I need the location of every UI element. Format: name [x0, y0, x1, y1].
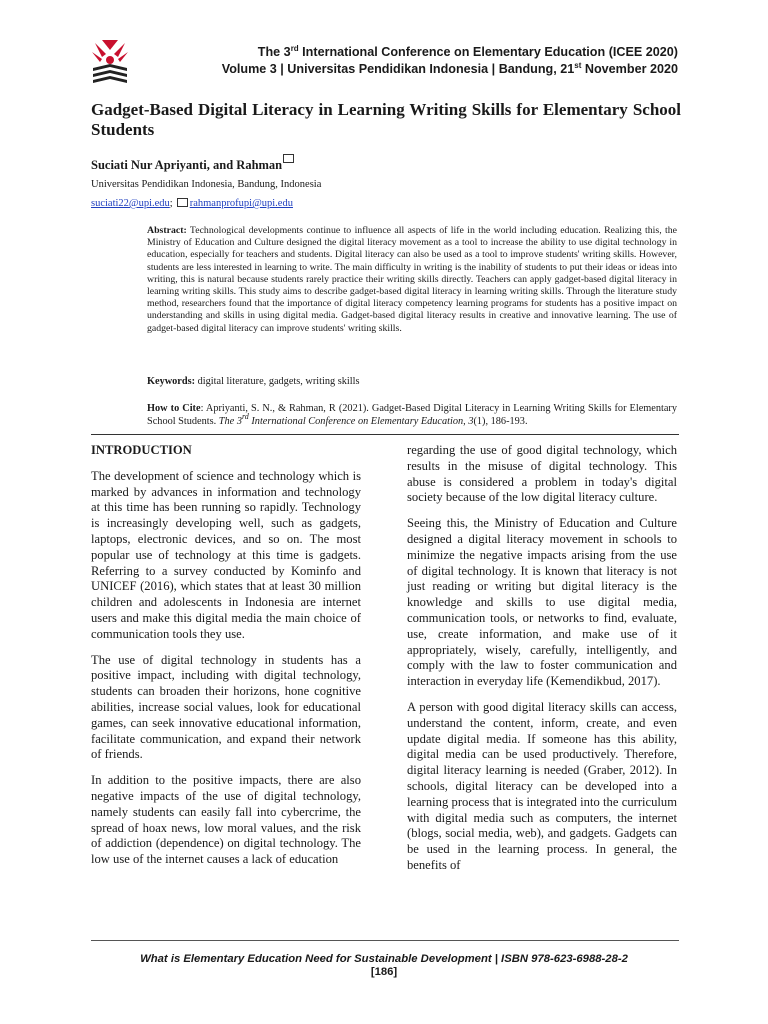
paragraph: The development of science and technology which is marked by advances in information and technology at this time has been running so rapidly. Technology is increasingly developing well, such as gadgets, laptops, electronic devices, and so on. The most popular use of technology at this time is gadgets. Referring to a survey conducted by Kominfo and UNICEF (2016), which states that at least 30 million children and adolescents in Indonesia are internet users and make this digital media the main choice of communication tools they use. — [91, 468, 361, 641]
left-column — [91, 443, 361, 878]
paper-title: Gadget-Based Digital Literacy in Learning Writing Skills for Elementary School Students — [91, 100, 681, 139]
conference-title: The 3rd International Conference on Elementary Education (ICEE 2020) — [257, 44, 678, 59]
conference-volume-line: Volume 3 | Universitas Pendidikan Indonesia | Bandung, 21st November 2020 — [221, 61, 678, 76]
page-number: [186] — [370, 966, 398, 978]
how-to-cite: How to Cite: Apriyanti, S. N., & Rahman, R (2021). Gadget-Based Digital Literacy in Learning Writing Skills for Elementary School Students. The 3rd International Conference on Elementary Education, 3(1), 186-193. — [147, 403, 677, 427]
paragraph: In addition to the positive impacts, there are also negative impacts of the use of digital technology, namely students can easily fall into cybercrime, the spread of hoax news, low moral values, and the risk of addiction (dependence) on digital technology. The low use of the internet causes a lack of education — [91, 773, 361, 867]
envelope-icon — [177, 198, 188, 207]
paragraph: Seeing this, the Ministry of Education and Culture designed a digital literacy movement in schools to minimize the negative impacts arising from the use of digital technology. It is known that literacy is not just reading or writing but digital literacy is the knowledge and skills to use digital media, communication tools, or networks to find, evaluate, use, create information, and make use of it appropriately, wisely, carefully, intelligently, and comply with the law to foster communication and interaction in everyday life (Kemendikbud, 2017). — [407, 516, 677, 689]
right-column — [407, 443, 677, 884]
paragraph: regarding the use of good digital technology, which results in the misuse of digital technology. This abuse is considered a problem in today's digital society because of the low digital literacy culture. — [407, 443, 677, 505]
affiliation: Universitas Pendidikan Indonesia, Bandung, Indonesia — [91, 179, 322, 190]
university-emblem-icon — [90, 38, 130, 84]
abstract: Abstract: Technological developments continue to influence all aspects of life in the world including education. Realizing this, the Ministry of Education and Culture designed the digital literacy movement as a tool to increase the ability to use digital technology in education, especially for teachers and students. Digital literacy can also be used as a tool to improve students' writing skills. However, students are less interested in learning to write. The main difficulty in writing is the inability of students to put their ideas or ideas into writing, this is natural because students rarely practice their writing skills directly. Teachers can apply gadget-based digital literacy in learning writing skills. This study aims to describe gadget-based digital literacy in learning writing skills. Through the literature study method, researchers found that the importance of digital literacy competency learning programs for students has a positive impact on understanding and skills in using digital media. Gadget-based digital literacy results in creative and innovative learning. The use of gadget-based digital literacy can improve students' writing skills. — [147, 225, 677, 334]
email-link-2[interactable]: rahmanprofupi@upi.edu — [189, 198, 293, 209]
keywords: Keywords: digital literature, gadgets, writing skills — [147, 376, 360, 387]
corresponding-author-envelope-icon — [283, 154, 294, 163]
email-link-1[interactable]: suciati22@upi.edu — [91, 198, 170, 209]
paragraph: A person with good digital literacy skills can access, understand the content, inform, create, and even update digital media. If someone has this ability, digital media can be used productively. Therefore, digital literacy learning is needed (Graber, 2012). In schools, digital literacy can be developed into a learning process that is integrated into the curriculum with digital media such as computers, the internet (blogs, social media, web), and gadgets. Gadgets can be used in the learning process. In general, the benefits of — [407, 699, 677, 872]
footer-text: What is Elementary Education Need for Sustainable Development | ISBN 978-623-6988-28-2 — [140, 953, 628, 965]
section-heading: INTRODUCTION — [91, 443, 192, 457]
section-divider — [91, 434, 679, 435]
author-list: Suciati Nur Apriyanti, and Rahman — [91, 154, 294, 173]
paragraph: The use of digital technology in students has a positive impact, including with digital technology, students can broaden their horizons, hone cognitive abilities, increase social values, look for educational games, can seek innovative educational information, facilitate communication, and expand their network of friends. — [91, 652, 361, 762]
footer-divider — [91, 940, 679, 941]
author-emails: suciati22@upi.edu; rahmanprofupi@upi.edu — [91, 198, 293, 209]
